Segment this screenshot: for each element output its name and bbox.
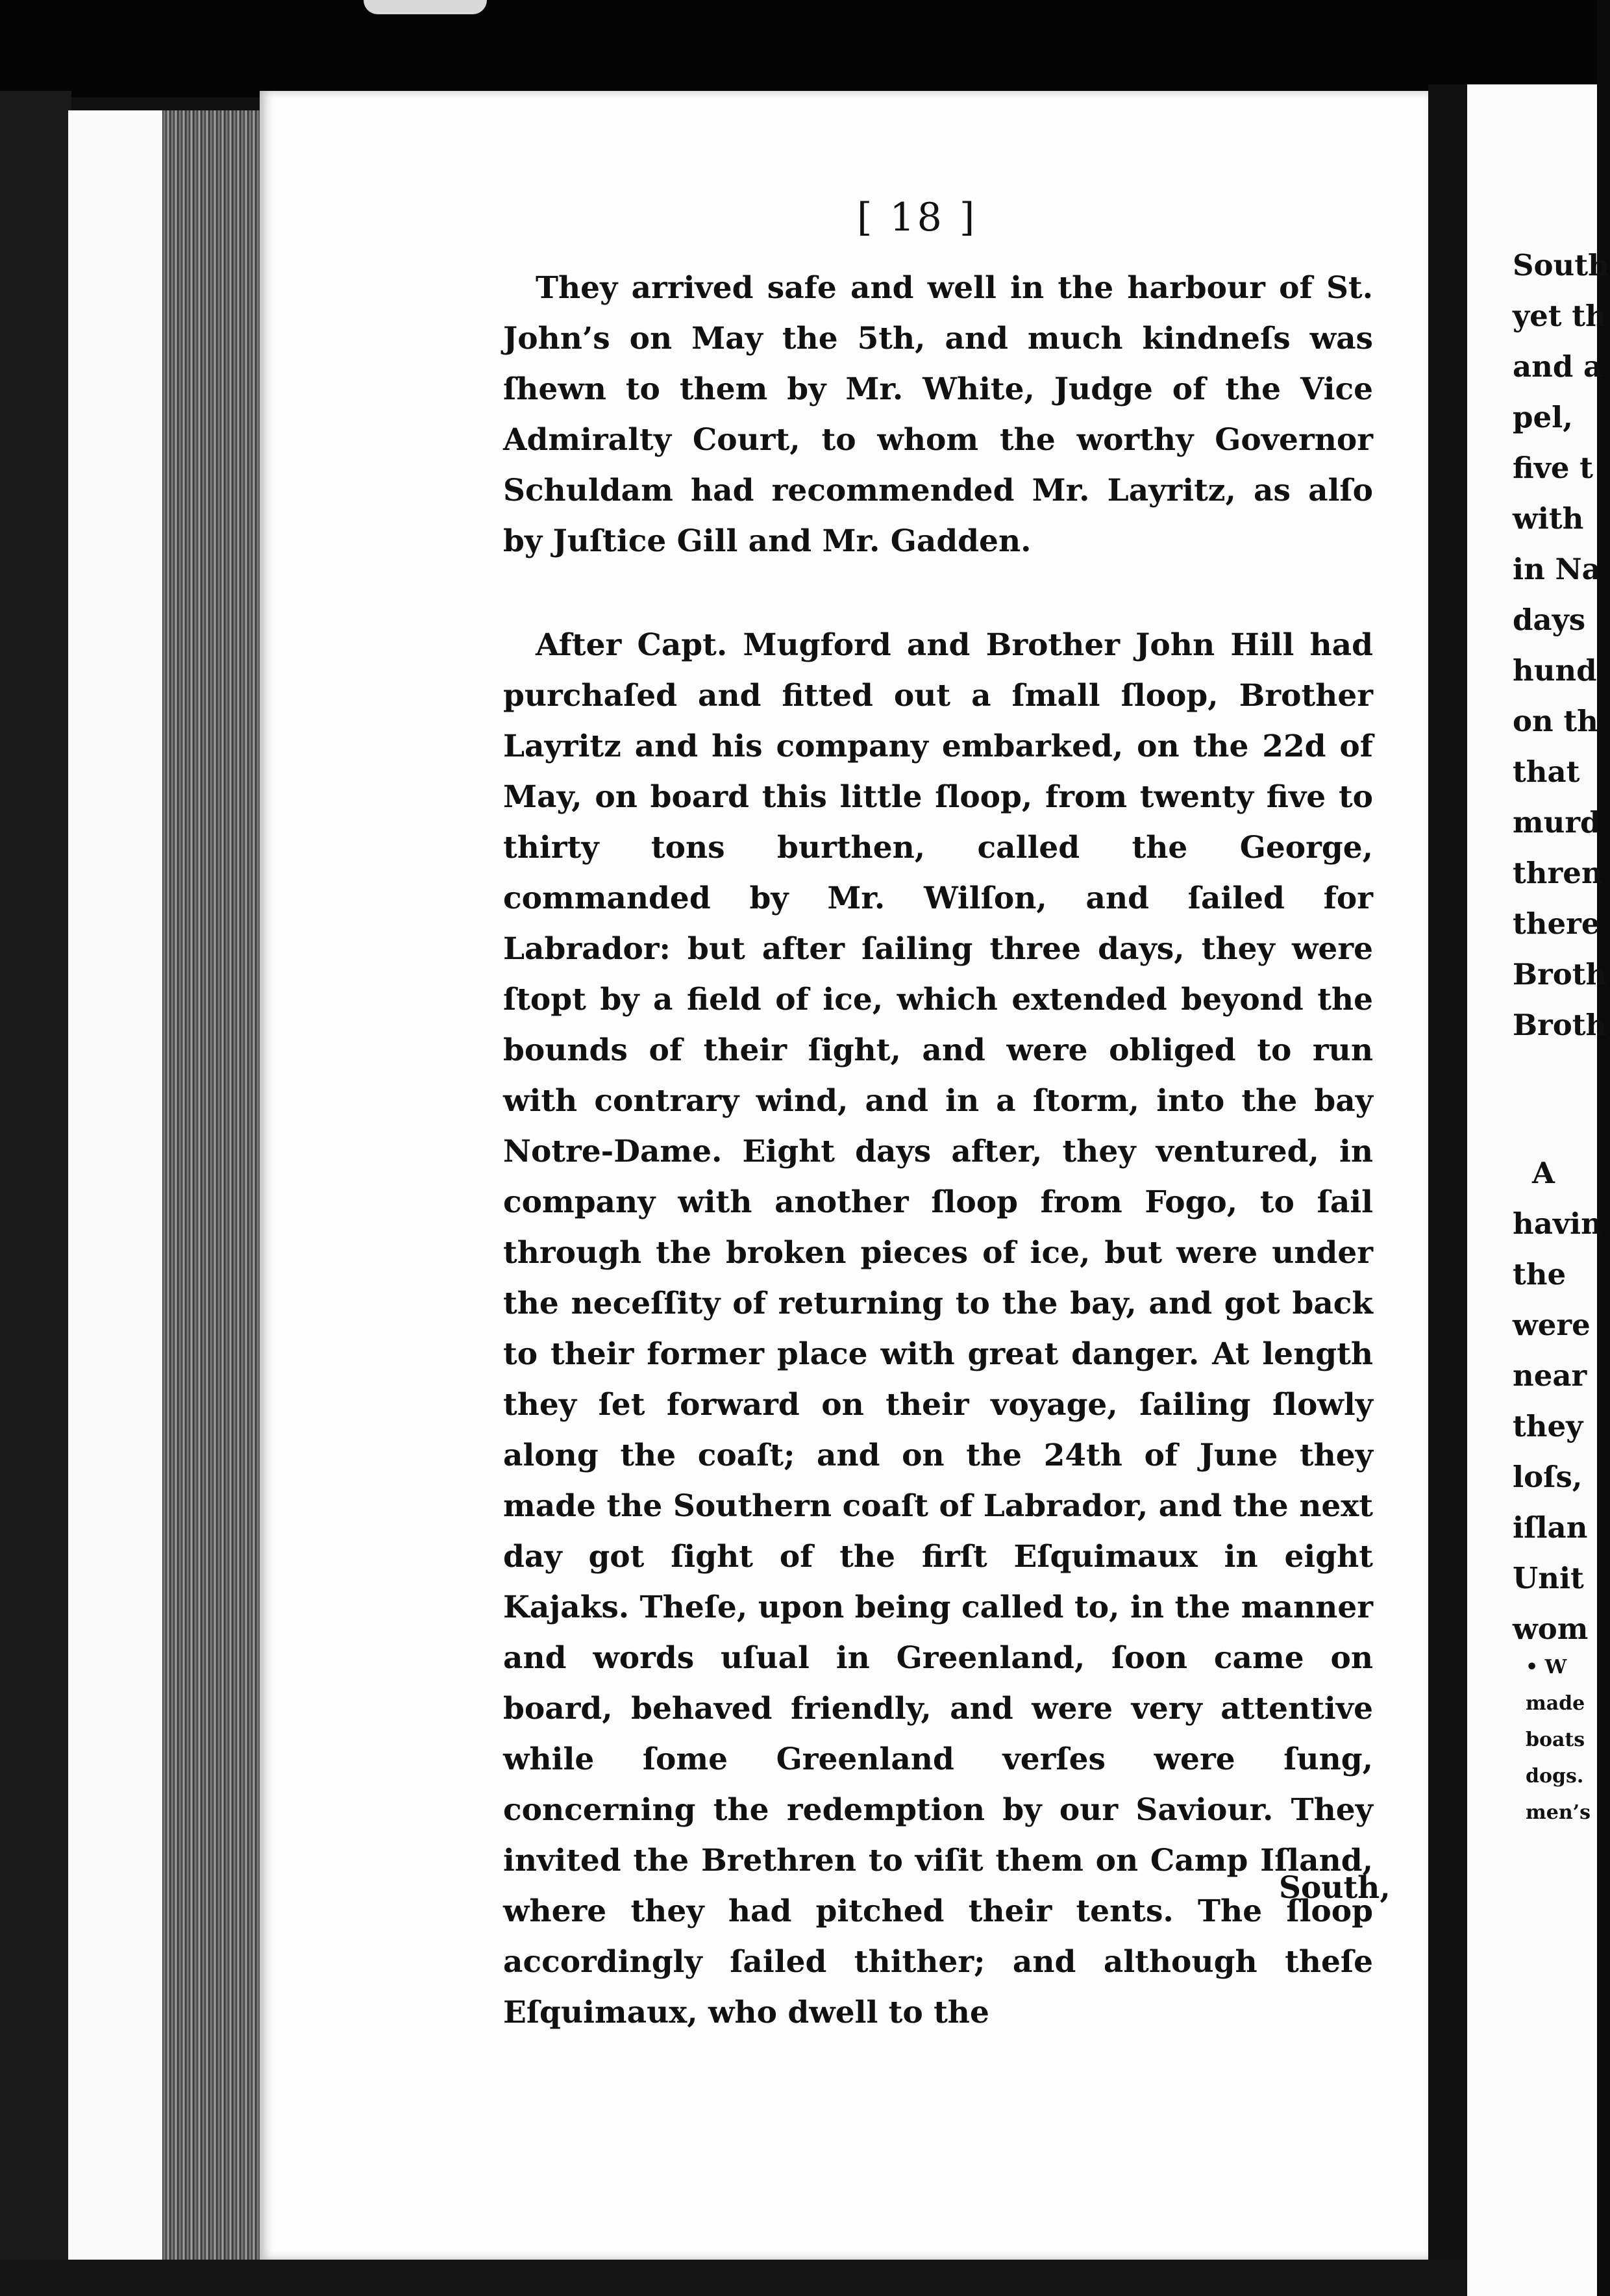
facing-line: havin <box>1513 1206 1602 1241</box>
facing-line: were <box>1513 1308 1591 1342</box>
facing-line: on th <box>1513 704 1598 738</box>
facing-line: A <box>1532 1156 1555 1190</box>
facing-line: that <box>1513 755 1580 789</box>
scan-bottom-background <box>0 2260 1467 2296</box>
facing-line: Unit <box>1513 1561 1584 1595</box>
facing-line: the <box>1513 1257 1567 1292</box>
paragraph-1: They arrived safe and well in the harbour of St. John’s on May the 5th, and much kindneſs was ſhewn to them by Mr. White, Judge of the Vice Admiralty Court, to whom the worthy Governor Schuldam had recommended Mr. Layritz, as alſo by Juſtice Gill and Mr. Gadden. <box>503 270 1373 559</box>
footnote-line: dogs. <box>1526 1765 1584 1788</box>
footnote-line: • W <box>1526 1656 1567 1678</box>
facing-line: in Na <box>1513 552 1601 586</box>
facing-line: pel, <box>1513 400 1573 434</box>
facing-line: there <box>1513 906 1600 941</box>
facing-line: Broth <box>1513 1008 1607 1042</box>
facing-line: near <box>1513 1358 1587 1393</box>
facing-line: and a <box>1513 349 1603 384</box>
page-number: [ 18 ] <box>857 195 978 240</box>
footnote-line: men’s <box>1526 1801 1591 1824</box>
scan-top-background <box>0 0 1597 97</box>
book-gutter <box>1428 84 1467 2296</box>
facing-line: hund <box>1513 653 1597 688</box>
facing-line: murd <box>1513 805 1601 840</box>
facing-page-text <box>1513 240 1610 1654</box>
facing-line: Broth <box>1513 957 1607 992</box>
facing-line: with <box>1513 501 1584 536</box>
catchword: South, <box>1279 1870 1391 1906</box>
facing-line: iſlan <box>1513 1510 1588 1545</box>
book-clamp-tab <box>364 0 487 14</box>
page-body-text <box>503 263 1373 2038</box>
facing-page-footnote <box>1526 1649 1604 1831</box>
paragraph-gap <box>1513 1051 1610 1148</box>
facing-line: days <box>1513 603 1586 637</box>
footnote-line: boats <box>1526 1728 1585 1751</box>
facing-line: they <box>1513 1409 1583 1443</box>
facing-line: yet th <box>1513 299 1607 333</box>
paragraph-2: After Capt. Mugford and Brother John Hill had purchaſed and fitted out a ſmall ſloop, Brother Layritz and his company embarked, on the 22d of May, on board this little ſloop, from twenty five to thirty tons burthen, called the George, commanded by Mr. Wilſon, and ſailed for Labrador: but after ſailing three days, they were ſtopt by a field of ice, which extended beyond the bounds of their ſight, and were obliged to run with contrary wind, and in a ſtorm, into the bay Notre-Dame. Eight days after, they ventured, in company with another ſloop from Fogo, to ſail through the broken pieces of ice, but were under the neceſſity of returning to the bay, and got back to their former place with great danger. At length they ſet forward on their voyage, ſailing ſlowly along the coaſt; and on the 24th of June they made the Southern coaſt of Labrador, and the next day got ſight of the firſt Eſquimaux in eight Kajaks. Theſe, upon being called to, in the manner and words uſual in Greenland, ſoon came on board, behaved friendly, and were very attentive while ſome Greenland verſes were ſung, concerning the redemption by our Saviour. They invited the Brethren to viſit them on Camp Iſland, where they had pitched their tents. The ſloop accordingly ſailed thither; and although theſe Eſquimaux, who dwell to the <box>503 627 1373 2030</box>
facing-line: five t <box>1513 451 1593 485</box>
footnote-line: made <box>1526 1692 1585 1715</box>
facing-line: wom <box>1513 1612 1589 1646</box>
facing-line: thren <box>1513 856 1603 890</box>
facing-line: loſs, <box>1513 1460 1583 1494</box>
facing-line: South <box>1513 248 1609 282</box>
book-cover-edge <box>0 91 71 2296</box>
